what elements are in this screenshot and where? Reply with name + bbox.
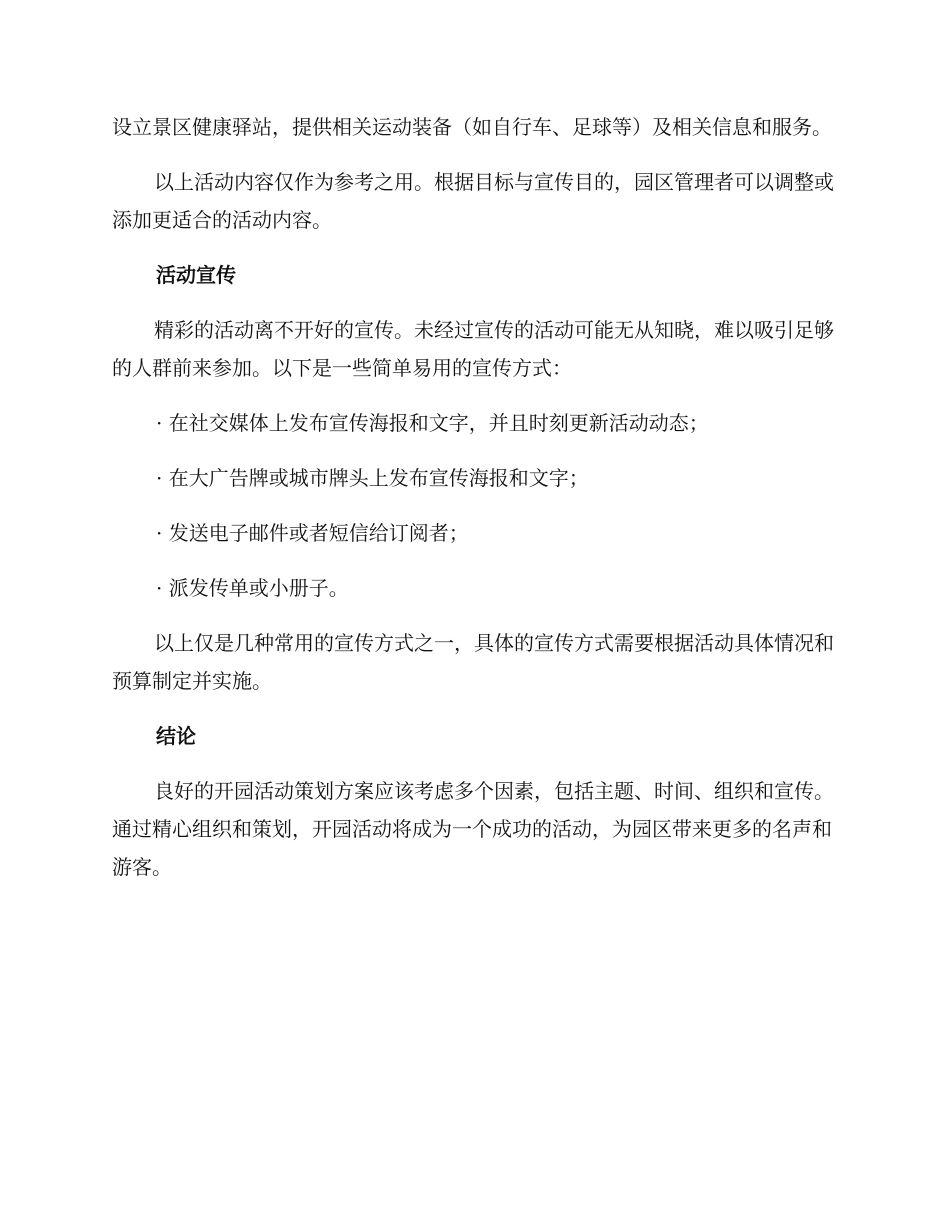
promotion-closing-paragraph: 以上仅是几种常用的宣传方式之一，具体的宣传方式需要根据活动具体情况和预算制定并实施。	[112, 631, 834, 693]
promotion-paragraph: 精彩的活动离不开好的宣传。未经过宣传的活动可能无从知晓，难以吸引足够的人群前来参加。以下是一些简单易用的宣传方式：	[112, 318, 834, 380]
document-body	[112, 108, 834, 903]
conclusion-paragraph: 良好的开园活动策划方案应该考虑多个因素，包括主题、时间、组织和宣传。通过精心组织和策划，开园活动将成为一个成功的活动，为园区带来更多的名声和游客。	[112, 779, 834, 879]
promotion-bullet-social-media: · 在社交媒体上发布宣传海报和文字，并且时刻更新活动动态；	[156, 411, 709, 435]
intro-note-paragraph: 以上活动内容仅作为参考之用。根据目标与宣传目的，园区管理者可以调整或添加更适合的活动内容。	[112, 170, 834, 232]
promotion-bullet-email-sms: · 发送电子邮件或者短信给订阅者；	[156, 521, 469, 545]
promotion-heading: 活动宣传	[156, 263, 236, 287]
promotion-bullet-flyers: · 派发传单或小册子。	[156, 576, 349, 600]
promotion-bullet-billboard: · 在大广告牌或城市牌头上发布宣传海报和文字；	[156, 466, 589, 490]
intro-continuation-paragraph: 设立景区健康驿站，提供相关运动装备（如自行车、足球等）及相关信息和服务。	[112, 115, 832, 139]
conclusion-heading: 结论	[156, 724, 196, 748]
